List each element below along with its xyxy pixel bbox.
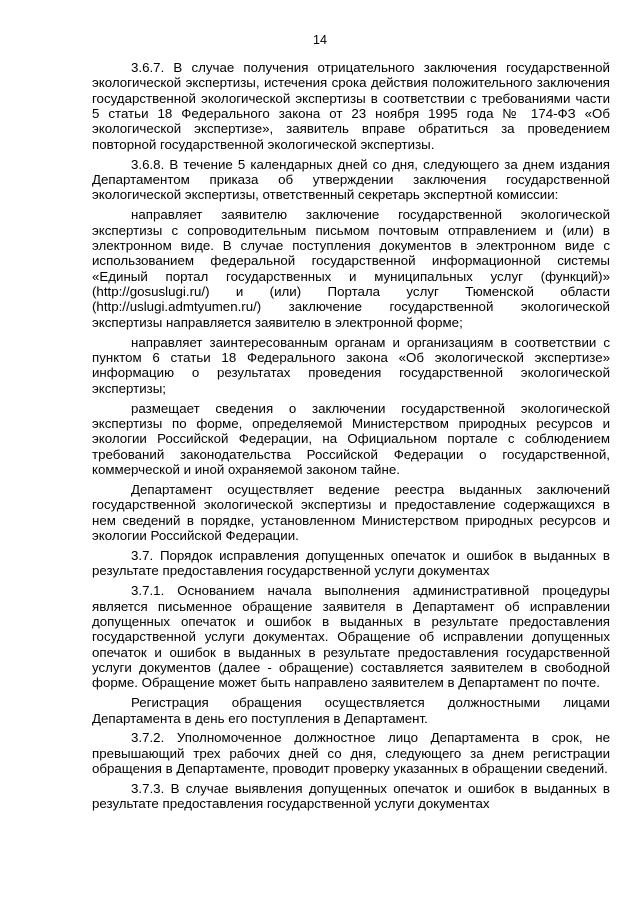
paragraph-3-7-3: 3.7.3. В случае выявления допущенных опечаток и ошибок в выданных в результате предоставления государственной услуги документах (92, 781, 610, 812)
paragraph-3-6-8: 3.6.8. В течение 5 календарных дней со дня, следующего за днем издания Департаментом приказа об утверждении заключения государственной экологической экспертизы, ответственный секретарь экспертной комиссии: (92, 156, 610, 203)
page-number: 14 (313, 33, 327, 47)
paragraph-registration: Регистрация обращения осуществляется должностными лицами Департамента в день его поступления в Департамент. (92, 695, 610, 726)
paragraph-3-7-heading: 3.7. Порядок исправления допущенных опечаток и ошибок в выданных в результате предоставления государственной услуги документах (92, 547, 610, 579)
paragraph-3-7-1: 3.7.1. Основанием начала выполнения административной процедуры является письменное обращение заявителя в Департамент об исправлении допущенных опечаток и ошибок в выданных в результате предоставления государственной услуги документах. Обращение об исправлении допущенных опечаток и ошибок в выданных в результате предоставления государственной услуги документов (далее - обращение) составляется заявителем в свободной форме. Обращение может быть направлено заявителем в Департамент по почте. (92, 583, 610, 691)
paragraph-register-maintenance: Департамент осуществляет ведение реестра выданных заключений государственной экологической экспертизы и предоставление содержащихся в нем сведений в порядке, установленном Министерством природных ресурсов и экологии Российской Федерации. (92, 481, 610, 543)
paragraph-sends-information: направляет заинтересованным органам и организациям в соответствии с пунктом 6 статьи 18 Федерального закона «Об экологической экспертизе» информацию о результатах проведения государственной экологической экспертизы; (92, 334, 610, 396)
paragraph-3-6-7: 3.6.7. В случае получения отрицательного заключения государственной экологической экспертизы, истечения срока действия положительного заключения государственной экологической экспертизы в соответствии с требованиями части 5 статьи 18 Федерального закона от 23 ноября 1995 года № 174-ФЗ «Об экологической экспертизе», заявитель вправе обратиться за проведением повторной государственной экологической экспертизы. (92, 60, 610, 152)
paragraph-3-7-2: 3.7.2. Уполномоченное должностное лицо Департамента в срок, не превышающий трех рабочих дней со дня, следующего за днем регистрации обращения в Департаменте, проводит проверку указанных в обращении сведений. (92, 730, 610, 777)
document-body (92, 60, 610, 816)
paragraph-publishes-information: размещает сведения о заключении государственной экологической экспертизы по форме, определяемой Министерством природных ресурсов и экологии Российской Федерации, на Официальном портале с соблюдением требований законодательства Российской Федерации о государственной, коммерческой и иной охраняемой законом тайне. (92, 400, 610, 477)
paragraph-sends-conclusion: направляет заявителю заключение государственной экологической экспертизы с сопроводительным письмом почтовым отправлением и (или) в электронном виде. В случае поступления документов в электронном виде с использованием федеральной государственной информационной системы «Единый портал государственных и муниципальных услуг (функций)» (http://gosuslugi.ru/) и (или) Портала услуг Тюменской области (http://uslugi.admtyumen.ru/) заключение государственной экологической экспертизы направляется заявителю в электронной форме; (92, 207, 610, 330)
